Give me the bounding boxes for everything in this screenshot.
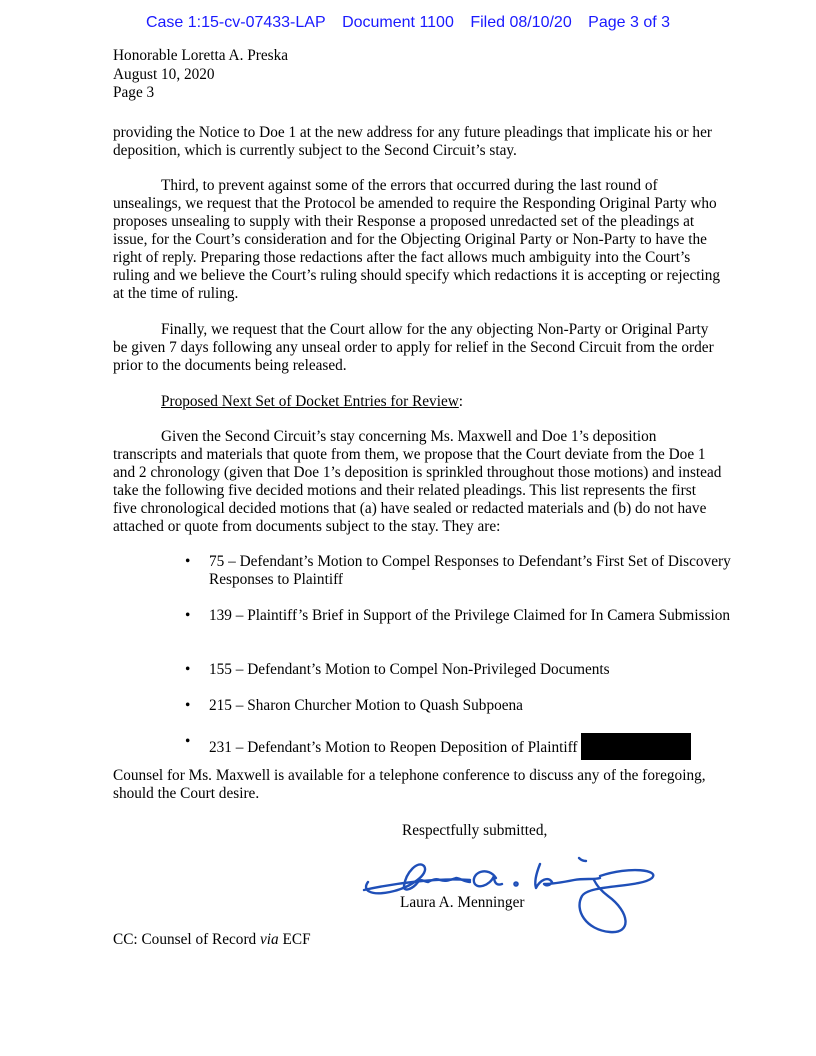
paragraph-finally: Finally, we request that the Court allow for the any objecting Non-Party or Original Party be given 7 days following any unseal order to apply for relief in the Second Circuit from the order prior to the documents being released. — [113, 321, 714, 374]
docket-item-text: 139 – Plaintiff’s Brief in Support of the Privilege Claimed for In Camera Submission — [209, 607, 731, 624]
bullet-icon: • — [185, 697, 191, 714]
cc-prefix: CC: Counsel of Record — [113, 931, 261, 948]
docket-item-text: 75 – Defendant’s Motion to Compel Responses to Defendant’s First Set of Discovery Responses to Plaintiff — [209, 553, 731, 588]
docket-item — [185, 733, 739, 760]
paragraph-given: Given the Second Circuit’s stay concerning Ms. Maxwell and Doe 1’s deposition transcripts and materials that quote from them, we propose that the Court deviate from the Doe 1 and 2 chronology (given that Doe 1’s deposition is sprinkled throughout those motions) and instead take the following five decided motions and their related pleadings. This list represents the first five chronological decided motions that (a) have sealed or redacted materials and (b) do not have attached or quote from documents subject to the stay. They are: — [113, 428, 722, 535]
section-heading-colon: : — [458, 393, 464, 410]
docket-item — [185, 661, 739, 679]
closing-salutation: Respectfully submitted, — [402, 822, 548, 839]
cc-suffix: ECF — [278, 931, 311, 948]
bullet-icon: • — [185, 553, 191, 570]
letter-header — [113, 47, 723, 103]
docket-item — [185, 697, 739, 715]
docket-item-text: 231 – Defendant’s Motion to Reopen Deposition of Plaintiff — [209, 739, 578, 756]
section-heading — [113, 393, 723, 411]
letter-body — [113, 47, 731, 802]
stamp-filed-date: Filed 08/10/20 — [470, 14, 572, 31]
section-heading-text: Proposed Next Set of Docket Entries for Review — [161, 393, 459, 410]
docket-item-text: 155 – Defendant’s Motion to Compel Non-Privileged Documents — [209, 661, 610, 678]
stamp-case-number: Case 1:15-cv-07433-LAP — [145, 14, 326, 31]
docket-item — [185, 607, 739, 625]
recipient: Honorable Loretta A. Preska — [113, 47, 289, 64]
stamp-page-count: Page 3 of 3 — [588, 14, 671, 31]
letter-date: August 10, 2020 — [113, 65, 215, 83]
bullet-icon: • — [185, 661, 191, 678]
filing-stamp — [0, 14, 816, 32]
paragraph-counsel: Counsel for Ms. Maxwell is available for a telephone conference to discuss any of the foregoing, should the Court desire. — [113, 767, 706, 802]
cc-line — [113, 931, 311, 949]
redaction-box — [581, 733, 691, 760]
signer-name: Laura A. Menninger — [400, 894, 525, 911]
bullet-icon: • — [185, 607, 191, 624]
page-label: Page 3 — [113, 84, 155, 101]
stamp-document-number: Document 1100 — [342, 14, 454, 31]
docket-item — [185, 553, 739, 589]
paragraph-third: Third, to prevent against some of the errors that occurred during the last round of unsealings, we request that the Protocol be amended to require the Responding Original Party who proposes unsealing to supply with their Response a proposed unredacted set of the pleadings at issue, for the Court’s consideration and for the Objecting Original Party or Non-Party to have the right of reply. Preparing those redactions after the fact allows much ambiguity into the Court’s ruling and we believe the Court’s ruling should specify which redactions it is accepting or rejecting at the time of ruling. — [113, 177, 721, 302]
paragraph-continuation: providing the Notice to Doe 1 at the new address for any future pleadings that implicate his or her deposition, which is currently subject to the Second Circuit’s stay. — [113, 124, 712, 159]
bullet-icon: • — [185, 733, 191, 750]
docket-item-text: 215 – Sharon Churcher Motion to Quash Subpoena — [209, 697, 523, 714]
cc-via: via — [260, 931, 279, 948]
